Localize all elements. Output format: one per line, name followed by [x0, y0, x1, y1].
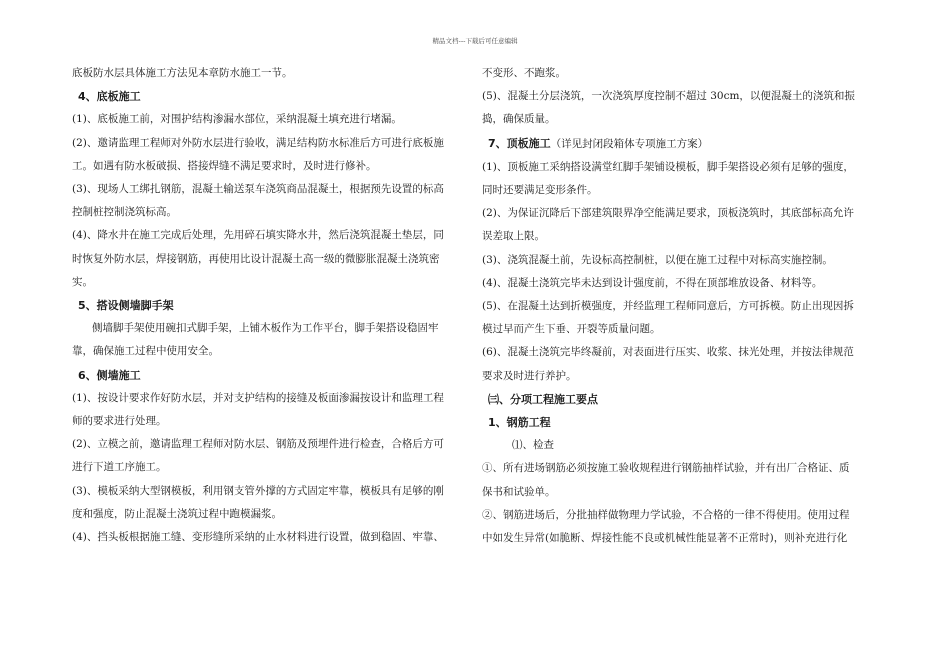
section-heading	[72, 294, 472, 317]
paragraph-line: ①、所有进场钢筋必须按施工验收规程进行钢筋抽样试验，并有出厂合格证、质	[482, 462, 850, 475]
paragraph-line: (2)、为保证沉降后下部建筑限界净空能满足要求，顶板浇筑时，其底部标高允许	[482, 207, 854, 220]
paragraph-line: 底板防水层具体施工方法见本章防水施工一节。	[72, 67, 293, 79]
section-heading	[482, 132, 878, 156]
paragraph-line: 师的要求进行处理。	[72, 415, 167, 428]
paragraph-line: 不变形、不跑浆。	[482, 67, 566, 79]
paragraph-line: (3)、模板采纳大型钢模板，利用钢支管外撑的方式固定牢靠，模板具有足够的刚	[72, 484, 444, 497]
page-header: 精品文档---下载后可任意编辑	[432, 37, 518, 45]
paragraph-line: (2)、立模之前，邀请监理工程师对防水层、钢筋及预埋件进行检查，合格后方可	[72, 438, 444, 451]
paragraph-line: (4)、降水井在施工完成后处理，先用碎石填实降水井，然后浇筑混凝土垫层，同	[72, 229, 444, 242]
paragraph-line: 靠，确保施工过程中使用安全。	[72, 345, 219, 358]
paragraph-line: (1)、顶板施工采纳搭设满堂红脚手架铺设模板，脚手架搭设必须有足够的强度，	[482, 160, 854, 173]
paragraph-line: 实。	[72, 275, 93, 288]
section-heading-text: 5、搭设侧墙脚手架	[78, 299, 174, 313]
paragraph-line: 度和强度，防止混凝土浇筑过程中跑模漏浆。	[72, 507, 282, 520]
paragraph-line: ⑴、检查	[512, 439, 554, 452]
section-heading-text: 6、侧墙施工	[78, 368, 141, 382]
paragraph-line: (3)、浇筑混凝土前，先设标高控制桩，以便在施工过程中对标高实施控制。	[482, 253, 833, 266]
section-heading	[482, 411, 878, 434]
section-heading-text: ㈢、分项工程施工要点	[488, 392, 598, 406]
paragraph-line: (1)、按设计要求作好防水层，并对支护结构的接缝及板面渗漏按设计和监理工程	[72, 391, 444, 404]
paragraph-line: ②、钢筋进场后，分批抽样做物理力学试验，不合格的一律不得使用。使用过程	[482, 508, 850, 521]
section-heading	[482, 388, 878, 411]
section-heading-text: 4、底板施工	[78, 90, 141, 104]
paragraph-line: (1)、底板施工前，对围护结构渗漏水部位，采纳混凝土填充进行堵漏。	[72, 113, 402, 126]
paragraph-line: (3)、现场人工绑扎钢筋，混凝土输送泵车浇筑商品混凝土，根据预先设置的标高	[72, 183, 444, 196]
section-heading-note: （详见封闭段箱体专项施工方案）	[550, 137, 709, 150]
paragraph-line: 进行下道工序施工。	[72, 461, 167, 474]
paragraph-line: (5)、混凝土分层浇筑，一次浇筑厚度控制不超过 30cm，以便混凝土的浇筑和振	[482, 90, 855, 103]
paragraph-line: (5)、在混凝土达到折模强度，并经监理工程师同意后，方可拆模。防止出现因拆	[482, 300, 854, 313]
section-heading-text: 1、钢筋工程	[488, 416, 551, 430]
section-heading-text: 7、顶板施工	[488, 136, 551, 150]
paragraph-line: 模过早而产生下垂、开裂等质量问题。	[482, 323, 661, 336]
section-heading	[72, 85, 472, 108]
paragraph-line: 同时还要满足变形条件。	[482, 184, 598, 197]
paragraph-line: 误差取上限。	[482, 230, 545, 243]
paragraph-line: 侧墙脚手架使用碗扣式脚手架，上铺木板作为工作平台，脚手架搭设稳固牢	[92, 322, 439, 335]
section-heading	[72, 364, 472, 387]
paragraph-line: (2)、邀请监理工程师对外防水层进行验收，满足结构防水标准后方可进行底板施	[72, 136, 444, 149]
left-column	[72, 62, 472, 549]
paragraph-line: (6)、混凝土浇筑完毕终凝前，对表面进行压实、收浆、抹光处理，并按法律规范	[482, 346, 854, 359]
paragraph-line: (4)、混凝土浇筑完毕未达到设计强度前，不得在顶部堆放设备、材料等。	[482, 276, 823, 289]
paragraph-line: 工。如遇有防水板破损、搭接焊缝不满足要求时，及时进行修补。	[72, 159, 377, 172]
paragraph-line: 时恢复外防水层，焊接钢筋，再使用比设计混凝土高一级的微膨胀混凝土浇筑密	[72, 252, 440, 265]
paragraph-line: 中如发生异常(如脆断、焊接性能不良或机械性能显著不正常时)，则补充进行化	[482, 532, 848, 545]
paragraph-line: 要求及时进行养护。	[482, 369, 577, 382]
right-column	[482, 62, 878, 550]
paragraph-line: 捣，确保质量。	[482, 113, 556, 126]
paragraph-line: (4)、挡头板根据施工缝、变形缝所采纳的止水材料进行设置，做到稳固、牢靠、	[72, 531, 444, 544]
paragraph-line: 保书和试验单。	[482, 485, 556, 498]
paragraph-line: 控制桩控制浇筑标高。	[72, 206, 177, 219]
